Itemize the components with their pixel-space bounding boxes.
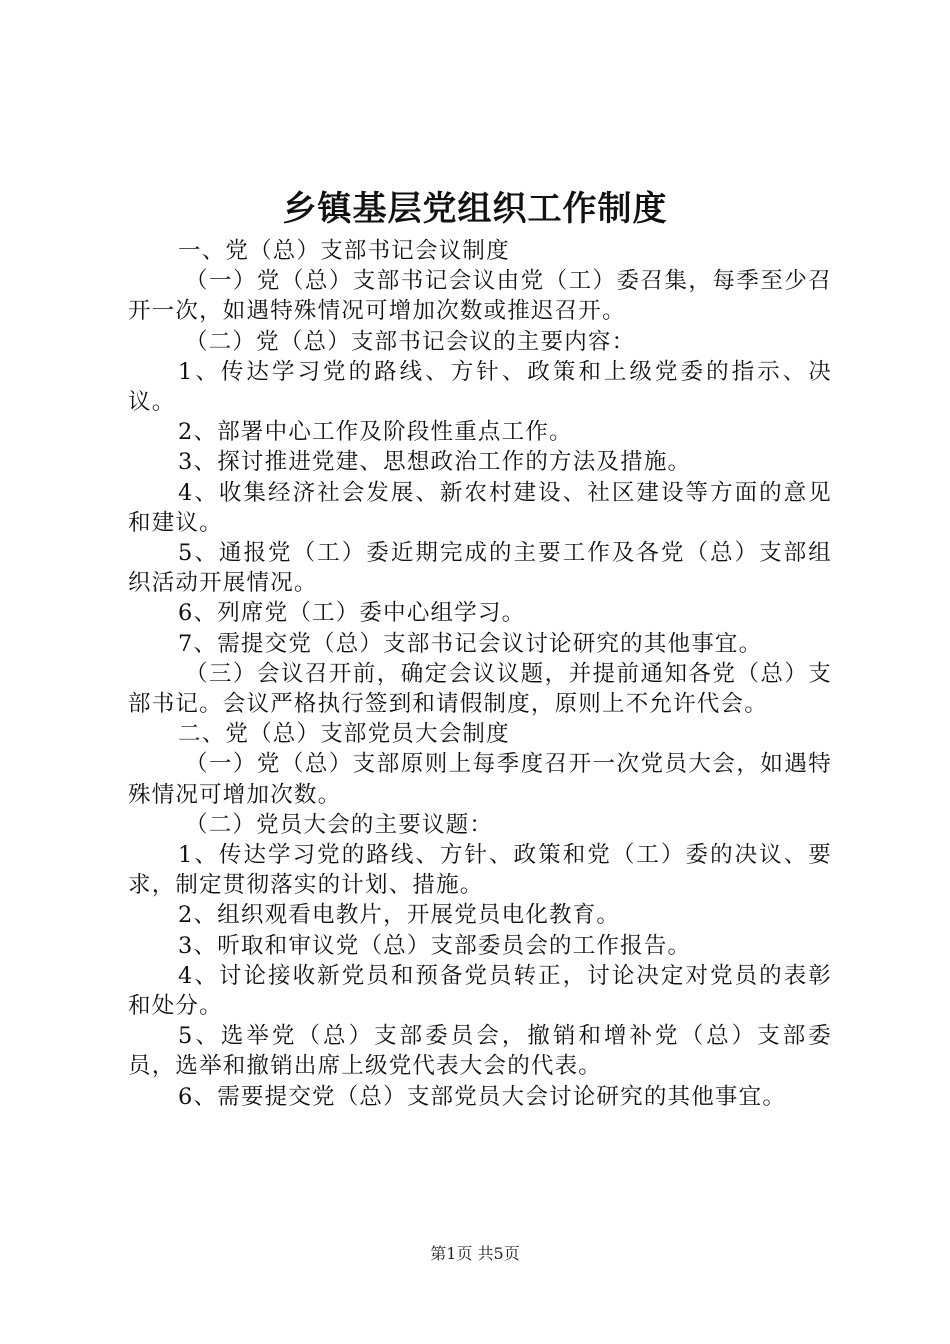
- paragraph: （三）会议召开前，确定会议议题，并提前通知各党（总）支部书记。会议严格执行签到和请假制度，原则上不允许代会。: [128, 660, 832, 718]
- list-item: 5、选举党（总）支部委员会，撤销和增补党（总）支部委员，选举和撤销出席上级党代表大会的代表。: [128, 1023, 832, 1080]
- list-item: 3、探讨推进党建、思想政治工作的方法及措施。: [178, 449, 692, 476]
- list-item: 6、需要提交党（总）支部党员大会讨论研究的其他事宜。: [178, 1083, 787, 1110]
- paragraph: （二）党（总）支部书记会议的主要内容：: [185, 328, 636, 355]
- list-item: 2、部署中心工作及阶段性重点工作。: [178, 419, 573, 446]
- page-footer: 第1页 共5页: [430, 1244, 520, 1263]
- section-heading: 二、党（总）支部党员大会制度: [178, 721, 510, 748]
- list-item: 6、列席党（工）委中心组学习。: [178, 600, 526, 627]
- list-item: 7、需提交党（总）支部书记会议讨论研究的其他事宜。: [178, 630, 763, 657]
- paragraph: （一）党（总）支部原则上每季度召开一次党员大会，如遇特殊情况可增加次数。: [128, 751, 832, 808]
- list-item: 1、传达学习党的路线、方针、政策和党（工）委的决议、要求，制定贯彻落实的计划、措施。: [128, 842, 832, 899]
- paragraph: （二）党员大会的主要议题：: [185, 811, 494, 838]
- list-item: 5、通报党（工）委近期完成的主要工作及各党（总）支部组织活动开展情况。: [128, 540, 832, 597]
- list-item: 2、组织观看电教片，开展党员电化教育。: [178, 902, 621, 929]
- document-body: [128, 236, 832, 1112]
- list-item: 4、收集经济社会发展、新农村建设、社区建设等方面的意见和建议。: [128, 479, 832, 536]
- paragraph: （一）党（总）支部书记会议由党（工）委召集，每季至少召开一次，如遇特殊情况可增加次数或推迟召开。: [128, 268, 832, 325]
- document-title: 乡镇基层党组织工作制度: [282, 189, 668, 229]
- list-item: 1、传达学习党的路线、方针、政策和上级党委的指示、决议。: [128, 358, 832, 416]
- section-heading: 一、党（总）支部书记会议制度: [178, 238, 510, 264]
- list-item: 4、讨论接收新党员和预备党员转正，讨论决定对党员的表彰和处分。: [128, 962, 832, 1020]
- list-item: 3、听取和审议党（总）支部委员会的工作报告。: [178, 932, 692, 959]
